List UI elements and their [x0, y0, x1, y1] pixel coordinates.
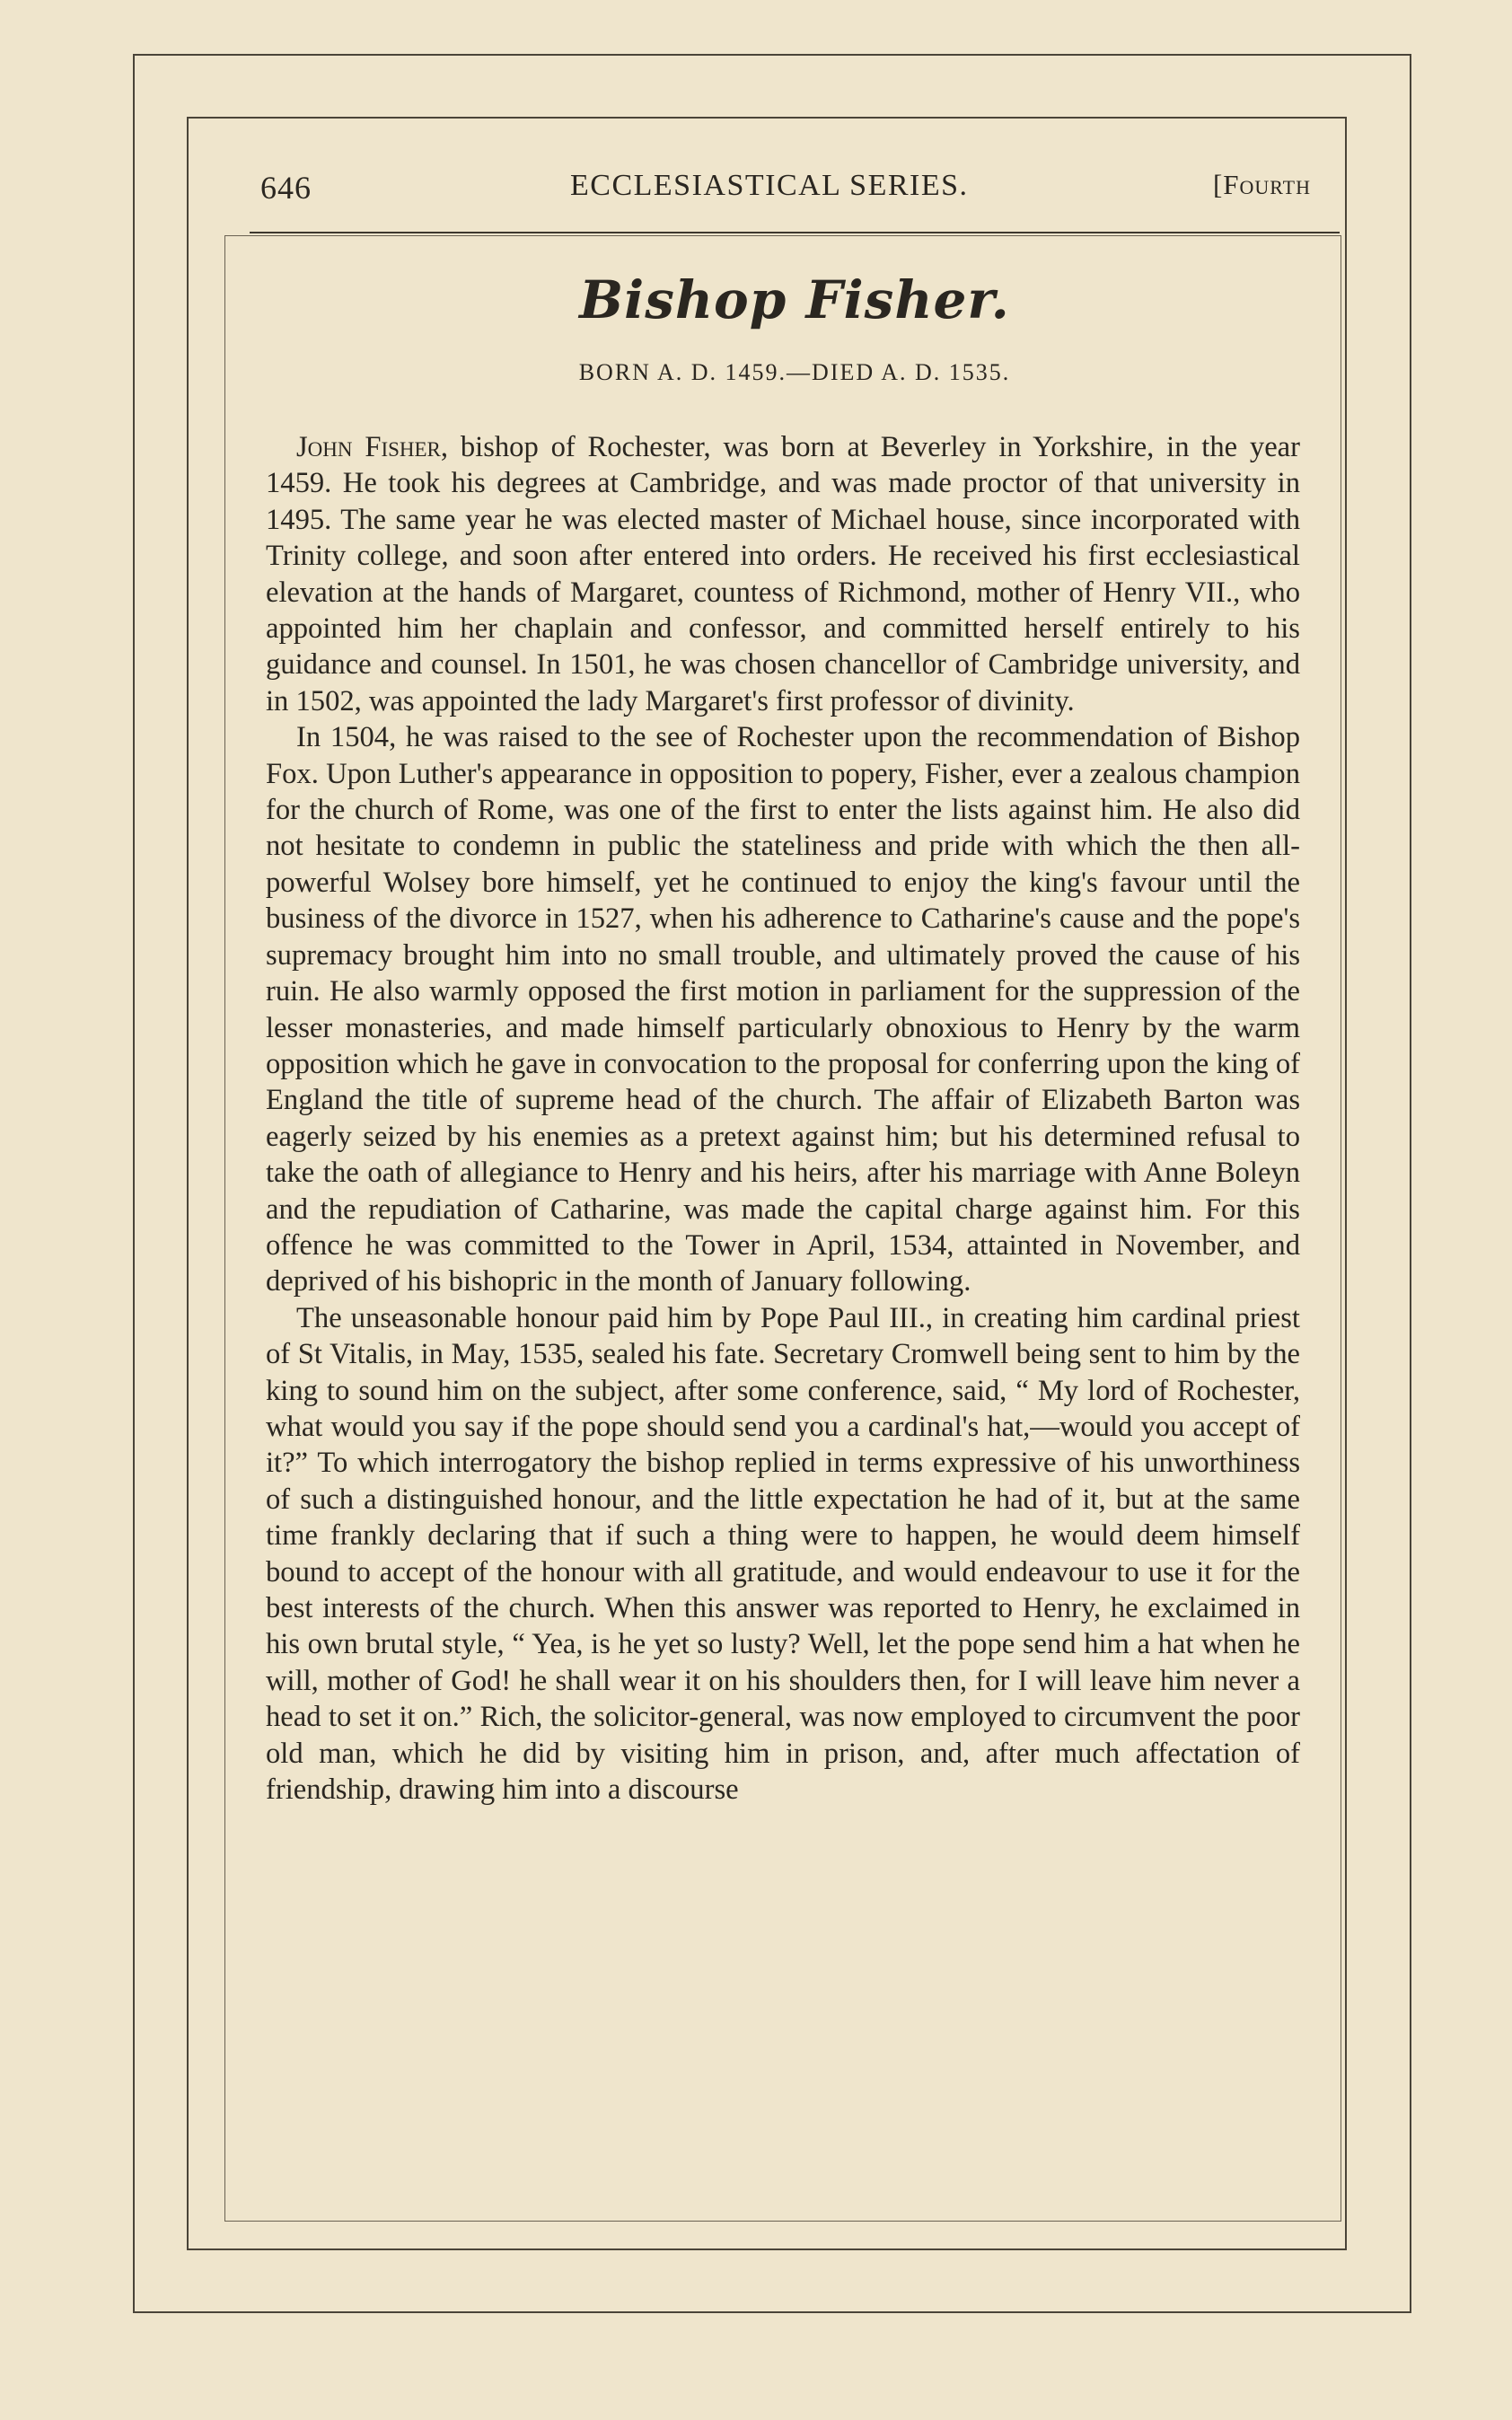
paragraph-1-text: bishop of Rochester, was born at Beverley in Yorkshire, in the year 1459. He took his degrees at Cambridge, and was made proctor of that university in 1495. The same year he was elected master of Michael house, since incorporated with Trinity college, and soon after entered into orders. He received his first ecclesiastical elevation at the hands of Margaret, countess of Richmond, mother of Henry VII., who appointed him her chaplain and confessor, and committed herself entirely to his guidance and counsel. In 1501, he was chosen chancellor of Cambridge university, and in 1502, was appointed the lady Margaret's first professor of divinity.	[266, 431, 1300, 717]
paragraph-1	[266, 429, 1300, 719]
page-number: 646	[260, 170, 312, 206]
lead-name: John Fisher,	[296, 431, 449, 463]
paragraph-2: In 1504, he was raised to the see of Rochester upon the recommendation of Bishop Fox. Upon Luther's appearance in opposition to popery, Fisher, ever a zealous champion for the church of Rome, was one of the first to enter the lists against him. He also did not hesitate to condemn in public the stateliness and pride with which the then all-powerful Wolsey bore himself, yet he continued to enjoy the king's favour until the business of the divorce in 1527, when his adherence to Catharine's cause and the pope's supremacy brought him into no small trouble, and ultimately proved the cause of his ruin. He also warmly opposed the first motion in parliament for the suppression of the lesser monasteries, and made himself particularly obnoxious to Henry by the warm opposition which he gave in convocation to the proposal for conferring upon the king of England the title of supreme head of the church. The affair of Elizabeth Barton was eagerly seized by his enemies as a pretext against him; but his determined refusal to take the oath of allegiance to Henry and his heirs, after his marriage with Anne Boleyn and the repudiation of Catharine, was made the capital charge against him. For this offence he was committed to the Tower in April, 1534, attainted in November, and deprived of his bishopric in the month of January following.	[266, 721, 1300, 1298]
running-header	[260, 169, 1329, 214]
running-title: ECCLESIASTICAL SERIES.	[570, 169, 969, 202]
birth-death-dates: BORN A. D. 1459.—DIED A. D. 1535.	[578, 359, 1011, 385]
running-section: [Fourth	[1212, 169, 1311, 200]
article-title: Bishop Fisher.	[579, 269, 1010, 330]
article-body	[266, 429, 1300, 1808]
paragraph-3: The unseasonable honour paid him by Pope Paul III., in creating him cardinal priest of St Vitalis, in May, 1535, sealed his fate. Secretary Cromwell being sent to him by the king to sound him on the subject, after some conference, said, “ My lord of Rochester, what would you say if the pope should send you a cardinal's hat,—would you accept of it?” To which interrogatory the bishop replied in terms expressive of his unworthiness of such a distinguished honour, and the little expectation he had of it, but at the same time frankly declaring that if such a thing were to happen, he would deem himself bound to accept of the honour with all gratitude, and would endeavour to use it for the best interests of the church. When this answer was reported to Henry, he exclaimed in his own brutal style, “ Yea, is he yet so lusty? Well, let the pope send him a hat when he will, mother of God! he shall wear it on his shoulders then, for I will leave him never a head to set it on.” Rich, the solicitor-general, was now employed to circumvent the poor old man, which he did by visiting him in prison, and, after much affectation of friendship, drawing him into a discourse	[266, 1301, 1300, 1807]
header-rule	[250, 232, 1340, 233]
